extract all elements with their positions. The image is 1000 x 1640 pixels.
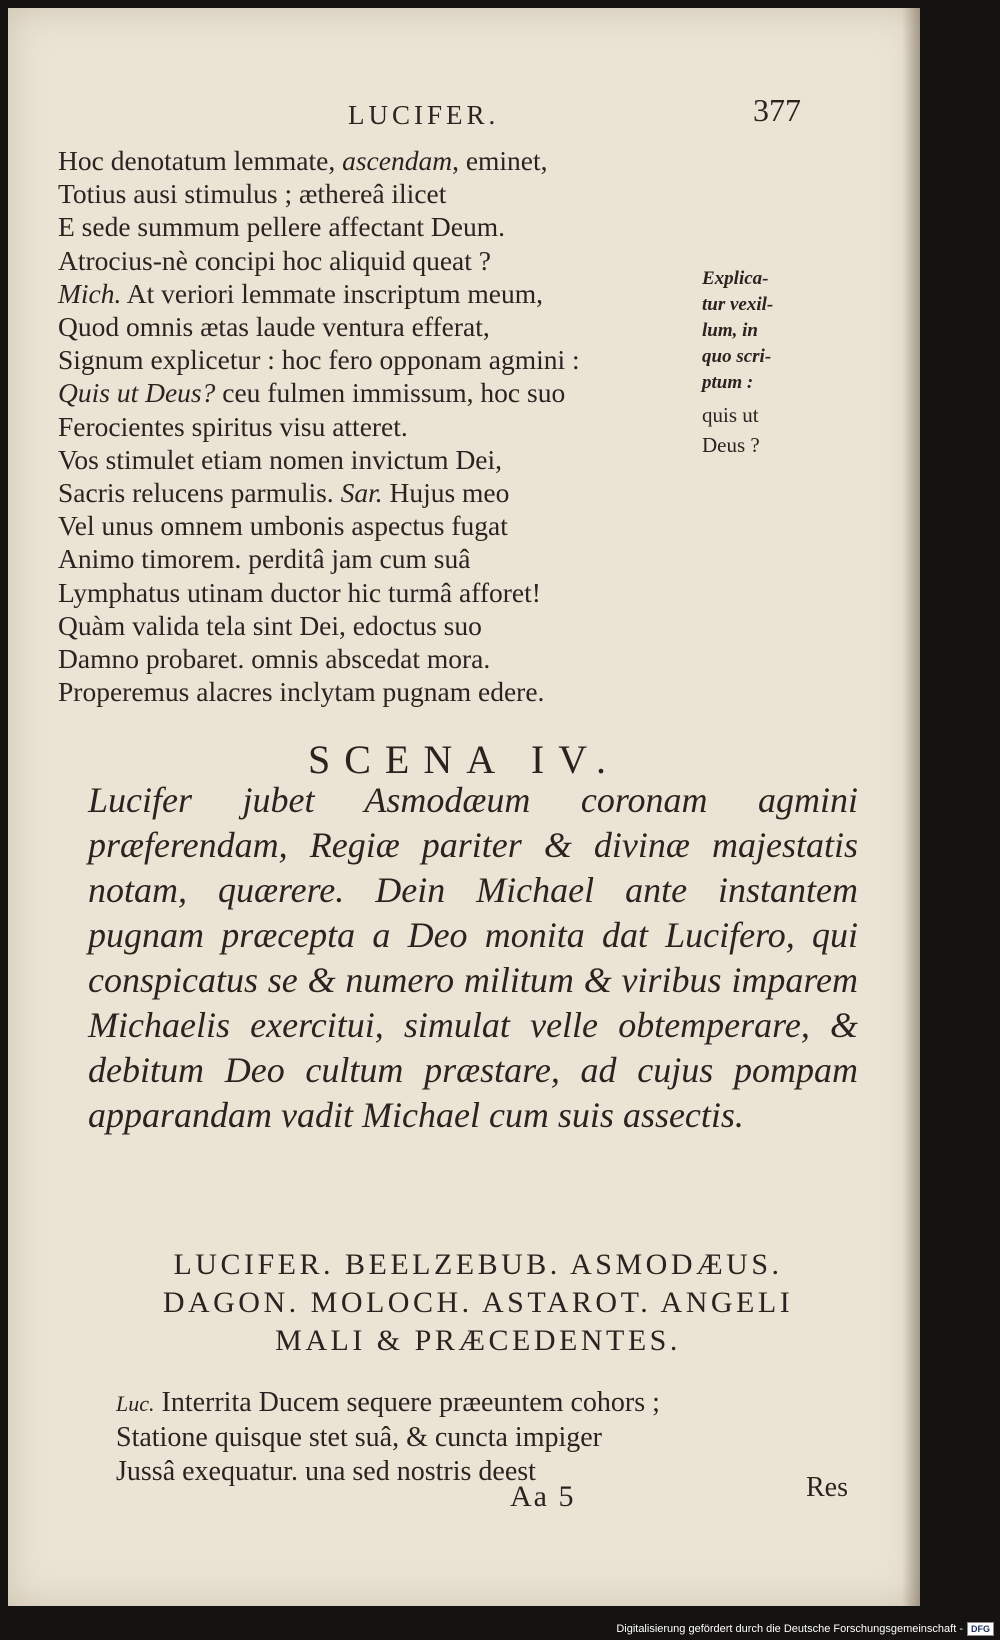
verse-line: Ferocientes spiritus visu atteret. [58,410,408,442]
page-number: 377 [753,92,801,128]
verse-line: Animo timorem. perditâ jam cum suâ [58,543,471,575]
verse-line: Totius ausi stimulus ; æthereâ ilicet [58,178,447,210]
dialogue-line: Statione quisque stet suâ, & cuncta impiger [116,1422,603,1453]
margin-note-line: ptum : [702,372,754,393]
verse-line: Quàm valida tela sint Dei, edoctus suo [58,609,482,641]
verse-line: Properemus alacres inclytam pugnam edere. [58,676,545,708]
cast-list [108,1246,848,1360]
verse-line: Atrocius-nè concipi hoc aliquid queat ? [58,244,491,276]
verse-line: Quod omnis ætas laude ventura efferat, [58,311,490,343]
digitization-credit [616,1622,994,1636]
dfg-logo-icon: DFG [967,1622,994,1636]
verse-line: Quis ut Deus? ceu fulmen immissum, hoc suo [58,377,566,409]
verse-line: Mich. At veriori lemmate inscriptum meum, [58,277,543,309]
margin-note-line: lum, in [702,320,758,341]
verse-line: Vel unus omnem umbonis aspectus fugat [58,510,508,542]
margin-note-line: Explica- [702,268,769,289]
verse-line: E sede summum pellere affectant Deum. [58,211,505,243]
cast-line: LUCIFER. BEELZEBUB. ASMODÆUS. [173,1248,783,1281]
verse-line: Vos stimulet etiam nomen invictum Dei, [58,443,503,475]
running-head: LUCIFER. [348,100,500,130]
scene-title: SCENA IV. [308,737,620,782]
verse-line: Signum explicetur : hoc fero opponam agmini : [58,344,580,376]
dialogue-block [116,1386,796,1489]
speaker-label: Luc. [116,1391,155,1416]
verse-line: Hoc denotatum lemmate, ascendam, eminet, [58,145,548,176]
dialogue-line: Jussâ exequatur. una sed nostris deest [116,1456,536,1487]
verse-line: Lymphatus utinam ductor hic turmâ afforet! [58,576,541,608]
verse-block [58,144,708,708]
page-spine-shadow [902,8,920,1606]
verse-line: Damno probaret. omnis abscedat mora. [58,643,491,675]
margin-note [702,266,802,460]
signature-mark: Aa 5 [510,1480,576,1513]
catchword: Res [806,1472,848,1503]
book-page [8,8,920,1606]
margin-note-line: tur vexil- [702,294,774,315]
credit-text: Digitalisierung gefördert durch die Deutsche Forschungsgemeinschaft - [616,1623,963,1635]
margin-note-line: quo scri- [702,346,772,367]
scene-argument: Lucifer jubet Asmodæum coronam agmini præferendam, Regiæ pariter & divinæ majestatis notam, quærere. Dein Michael ante instantem pugnam præcepta a Deo monita dat Lucifero, qui conspicatus se & numero militum & viribus imparem Michaelis exercitui, simulat velle obtemperare, & debitum Deo cultum præstare, ad cujus pompam apparandam vadit Michael cum suis assectis. [88,780,858,1135]
dialogue-line: Luc. Interrita Ducem sequere præeuntem cohors ; [116,1387,660,1418]
margin-note-line: quis ut [702,403,759,427]
cast-line: DAGON. MOLOCH. ASTAROT. ANGELI [162,1286,794,1319]
margin-note-line: Deus ? [702,433,760,457]
cast-line: MALI & PRÆCEDENTES. [275,1324,681,1357]
verse-line: Sacris relucens parmulis. Sar. Hujus meo [58,477,510,509]
